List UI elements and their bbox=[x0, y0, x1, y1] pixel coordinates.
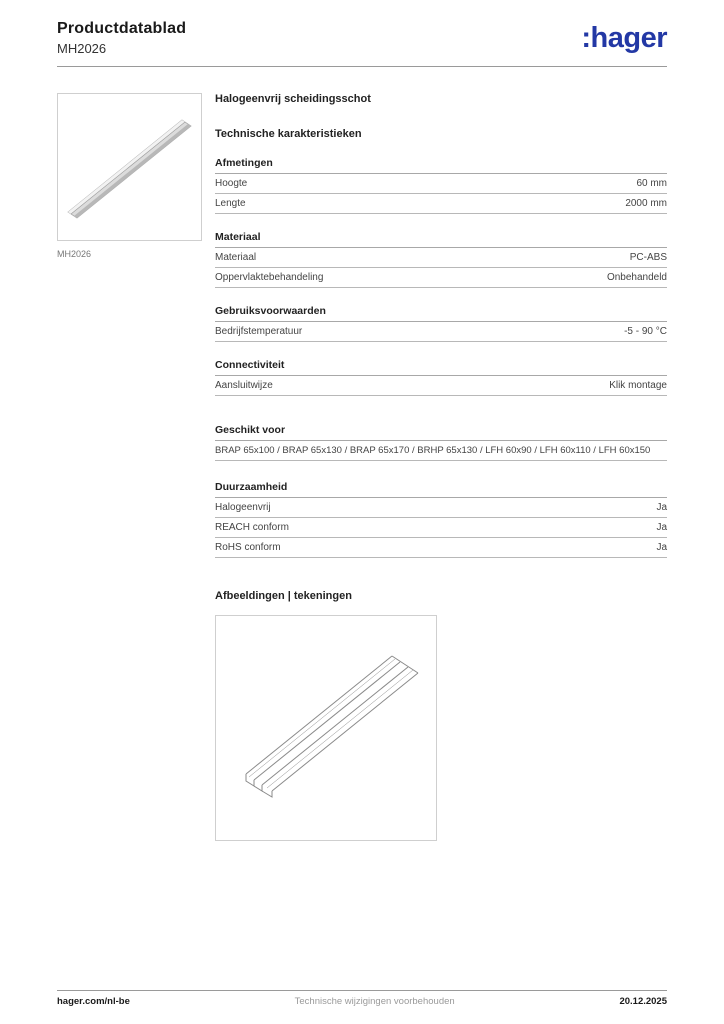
row-value: Onbehandeld bbox=[606, 272, 667, 283]
section-title: Gebruiksvoorwaarden bbox=[215, 305, 667, 322]
section-geschikt-voor bbox=[215, 424, 667, 461]
product-image-column bbox=[57, 93, 202, 259]
section-gebruiksvoorwaarden bbox=[215, 305, 667, 342]
product-name: Halogeenvrij scheidingsschot bbox=[215, 93, 371, 105]
row-label: Lengte bbox=[215, 198, 246, 209]
footer bbox=[57, 996, 667, 1007]
compatibility-list: BRAP 65x100 / BRAP 65x130 / BRAP 65x170 / BRHP 65x130 / LFH 60x90 / LFH 60x110 / LFH 60x150 bbox=[215, 441, 667, 461]
thumbnail-caption: MH2026 bbox=[57, 249, 92, 259]
section-duurzaamheid bbox=[215, 481, 667, 558]
row-value: PC-ABS bbox=[629, 252, 667, 263]
row-value: Ja bbox=[656, 522, 667, 533]
header-divider bbox=[57, 66, 667, 67]
footer-divider bbox=[57, 990, 667, 991]
table-row bbox=[215, 174, 667, 194]
profile-drawing bbox=[216, 616, 436, 840]
page-title: Productdatablad bbox=[57, 20, 187, 37]
row-label: Hoogte bbox=[215, 178, 248, 189]
row-value: -5 - 90 °C bbox=[624, 326, 667, 337]
row-value: Ja bbox=[656, 542, 667, 553]
row-label: Bedrijfstemperatuur bbox=[215, 326, 303, 337]
spec-column bbox=[215, 93, 667, 841]
footer-website-link[interactable]: hager.com/nl-be bbox=[57, 996, 130, 1007]
row-label: Halogeenvrij bbox=[215, 502, 271, 513]
table-row bbox=[215, 498, 667, 518]
table-row bbox=[215, 268, 667, 288]
section-title: Materiaal bbox=[215, 231, 667, 248]
product-code: MH2026 bbox=[57, 41, 107, 56]
technical-drawing bbox=[215, 615, 437, 841]
row-value: 2000 mm bbox=[625, 198, 667, 209]
section-title: Connectiviteit bbox=[215, 359, 667, 376]
table-row bbox=[215, 194, 667, 214]
section-title: Geschikt voor bbox=[215, 424, 667, 441]
section-title: Duurzaamheid bbox=[215, 481, 667, 498]
product-thumbnail bbox=[57, 93, 202, 241]
table-row bbox=[215, 322, 667, 342]
row-label: Aansluitwijze bbox=[215, 380, 273, 391]
row-label: Materiaal bbox=[215, 252, 257, 263]
row-value: Ja bbox=[656, 502, 667, 513]
section-materiaal bbox=[215, 231, 667, 288]
product-photo-profile bbox=[58, 94, 201, 240]
section-afmetingen bbox=[215, 157, 667, 214]
row-label: RoHS conform bbox=[215, 542, 281, 553]
section-connectiviteit bbox=[215, 359, 667, 396]
tech-characteristics-title: Technische karakteristieken bbox=[215, 128, 362, 140]
table-row bbox=[215, 518, 667, 538]
footer-disclaimer: Technische wijzigingen voorbehouden bbox=[294, 996, 455, 1007]
table-row bbox=[215, 248, 667, 268]
table-row bbox=[215, 376, 667, 396]
header bbox=[57, 20, 667, 56]
footer-date: 20.12.2025 bbox=[619, 996, 667, 1007]
hager-logo: :hager bbox=[581, 22, 667, 54]
row-value: Klik montage bbox=[609, 380, 667, 391]
row-label: Oppervlaktebehandeling bbox=[215, 272, 324, 283]
row-value: 60 mm bbox=[636, 178, 667, 189]
images-drawings-title: Afbeeldingen | tekeningen bbox=[215, 590, 352, 602]
table-row bbox=[215, 538, 667, 558]
section-title: Afmetingen bbox=[215, 157, 667, 174]
row-label: REACH conform bbox=[215, 522, 289, 533]
